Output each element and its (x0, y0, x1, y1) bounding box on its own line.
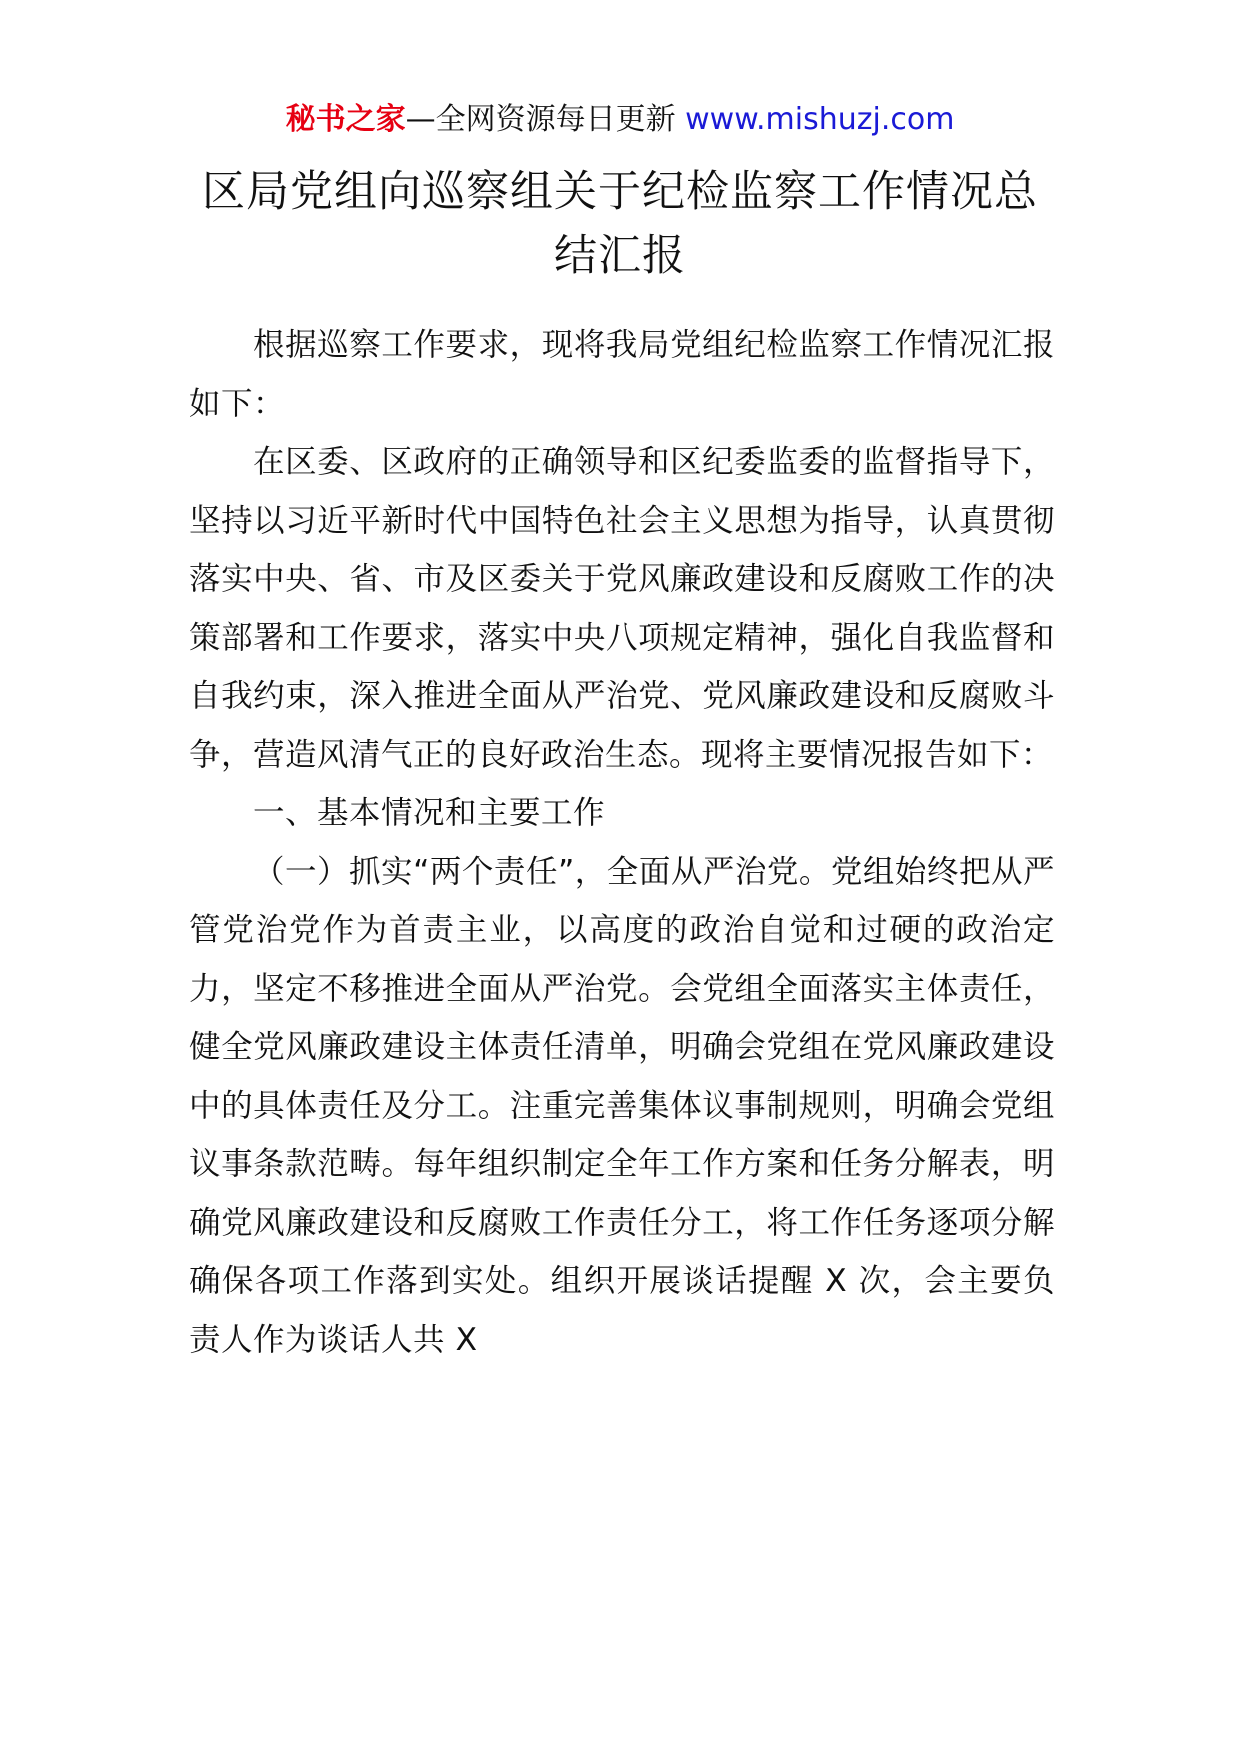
paragraph-overview: 在区委、区政府的正确领导和区纪委监委的监督指导下，坚持以习近平新时代中国特色社会主义思想为指导，认真贯彻落实中央、省、市及区委关于党风廉政建设和反腐败工作的决策部署和工作要求，落实中央八项规定精神，强化自我监督和自我约束，深入推进全面从严治党、党风廉政建设和反腐败斗争，营造风清气正的良好政治生态。现将主要情况报告如下： (189, 444, 1055, 773)
document-body (189, 316, 1055, 1369)
brand-name: 秘书之家 (285, 102, 406, 137)
header-tagline: —全网资源每日更新 (405, 102, 686, 137)
document-title: 区局党组向巡察组关于纪检监察工作情况总结汇报 (202, 167, 1038, 281)
section-heading: 一、基本情况和主要工作 (253, 795, 606, 831)
site-header (0, 100, 1240, 140)
paragraph-responsibility: （一）抓实“两个责任”，全面从严治党。党组始终把从严管党治党作为首责主业，以高度的政治自觉和过硬的政治定力，坚定不移推进全面从严治党。会党组全面落实主体责任，健全党风廉政建设主体责任清单，明确会党组在党风廉政建设中的具体责任及分工。注重完善集体议事制规则，明确会党组议事条款范畴。每年组织制定全年工作方案和任务分解表，明确党风廉政建设和反腐败工作责任分工，将工作任务逐项分解确保各项工作落到实处。组织开展谈话提醒 X 次，会主要负责人作为谈话人共 X (189, 853, 1055, 1358)
site-url: www.mishuzj.com (685, 102, 955, 137)
paragraph-intro: 根据巡察工作要求，现将我局党组纪检监察工作情况汇报如下： (189, 327, 1055, 422)
